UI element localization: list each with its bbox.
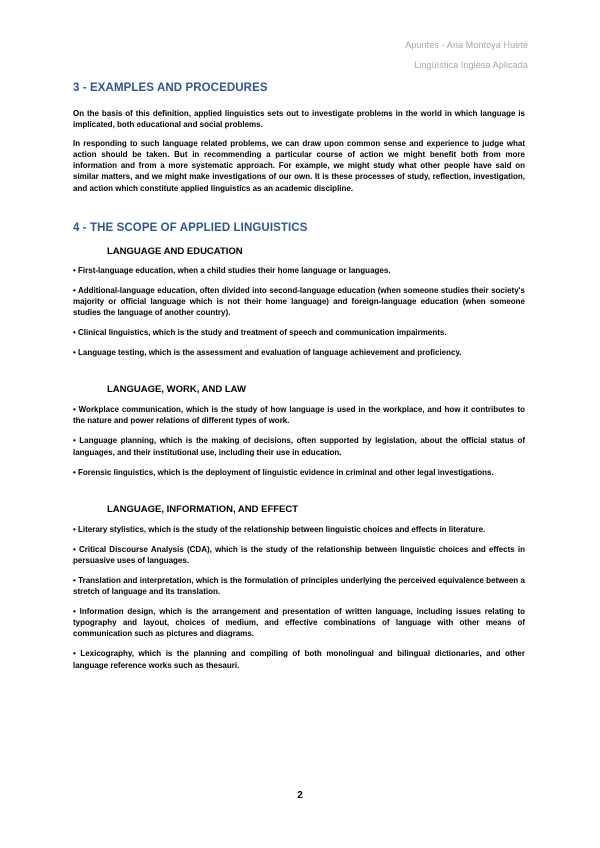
list-item: • Translation and interpretation, which is the formulation of principles underlying the perceived equivalence between a stretch of language and its translation. — [73, 575, 525, 597]
list-item: • Forensic linguistics, which is the deployment of linguistic evidence in criminal and other legal investigations. — [73, 467, 494, 477]
list-item: • Language planning, which is the making of decisions, often supported by legislation, about the official status of languages, and their institutional use, including their use in education. — [73, 436, 525, 457]
list-item: • Lexicography, which is the planning and compiling of both monolingual and bilingual dictionaries, and other language reference works such as thesauri. — [73, 649, 525, 670]
section-3-paragraph-2: In responding to such language related problems, we can draw upon common sense and experience to judge what action should be taken. But in recommending a particular course of action we might benefit both from more information and from a more systematic approach. For example, we might study what other people have said on similar matters, and we might make investigations of our own. It is these processes of study, reflection, investigation, and action which constitute applied linguistics as an academic discipline. — [73, 139, 525, 193]
header-subject: Lingüística Inglesa Aplicada — [414, 60, 528, 70]
list-item: • Workplace communication, which is the study of how language is used in the workplace, and how it contributes to the nature and power relations of different types of work. — [73, 405, 525, 426]
page-content — [73, 82, 525, 671]
page-number: 2 — [297, 790, 303, 801]
list-item: • Literary stylistics, which is the study of the relationship between linguistic choices and effects in literature. — [73, 524, 486, 534]
list-item: • Critical Discourse Analysis (CDA), which is the study of the relationship between linguistic choices and effects in persuasive uses of languages. — [73, 544, 525, 565]
list-item: • Clinical linguistics, which is the study and treatment of speech and communication impairments. — [73, 328, 447, 338]
list-item: • Language testing, which is the assessment and evaluation of language achievement and proficiency. — [73, 348, 462, 358]
section-3-paragraph-1: On the basis of this definition, applied linguistics sets out to investigate problems in the world in which language is implicated, both educational and social problems. — [73, 109, 525, 130]
subsection-heading-information-effect: LANGUAGE, INFORMATION, AND EFFECT — [107, 503, 299, 515]
list-item: • Information design, which is the arrangement and presentation of written language, including issues relating to typography and layout, choices of medium, and effective combinations of language with other means of communication such as pictures and diagrams. — [73, 607, 525, 639]
section-3-title: 3 - EXAMPLES AND PROCEDURES — [73, 82, 268, 94]
header-author: Apuntes - Ana Montoya Huete — [405, 40, 528, 50]
subsection-heading-education: LANGUAGE AND EDUCATION — [107, 245, 243, 257]
list-item: • First-language education, when a child studies their home language or languages. — [73, 265, 391, 275]
list-item: • Additional-language education, often divided into second-language education (when someone studies their society's majority or official language which is not their home language) and foreign-language education (when someone studies the language of another country). — [73, 285, 525, 317]
section-4-title: 4 - THE SCOPE OF APPLIED LINGUISTICS — [73, 221, 308, 234]
subsection-heading-work-law: LANGUAGE, WORK, AND LAW — [107, 384, 246, 396]
